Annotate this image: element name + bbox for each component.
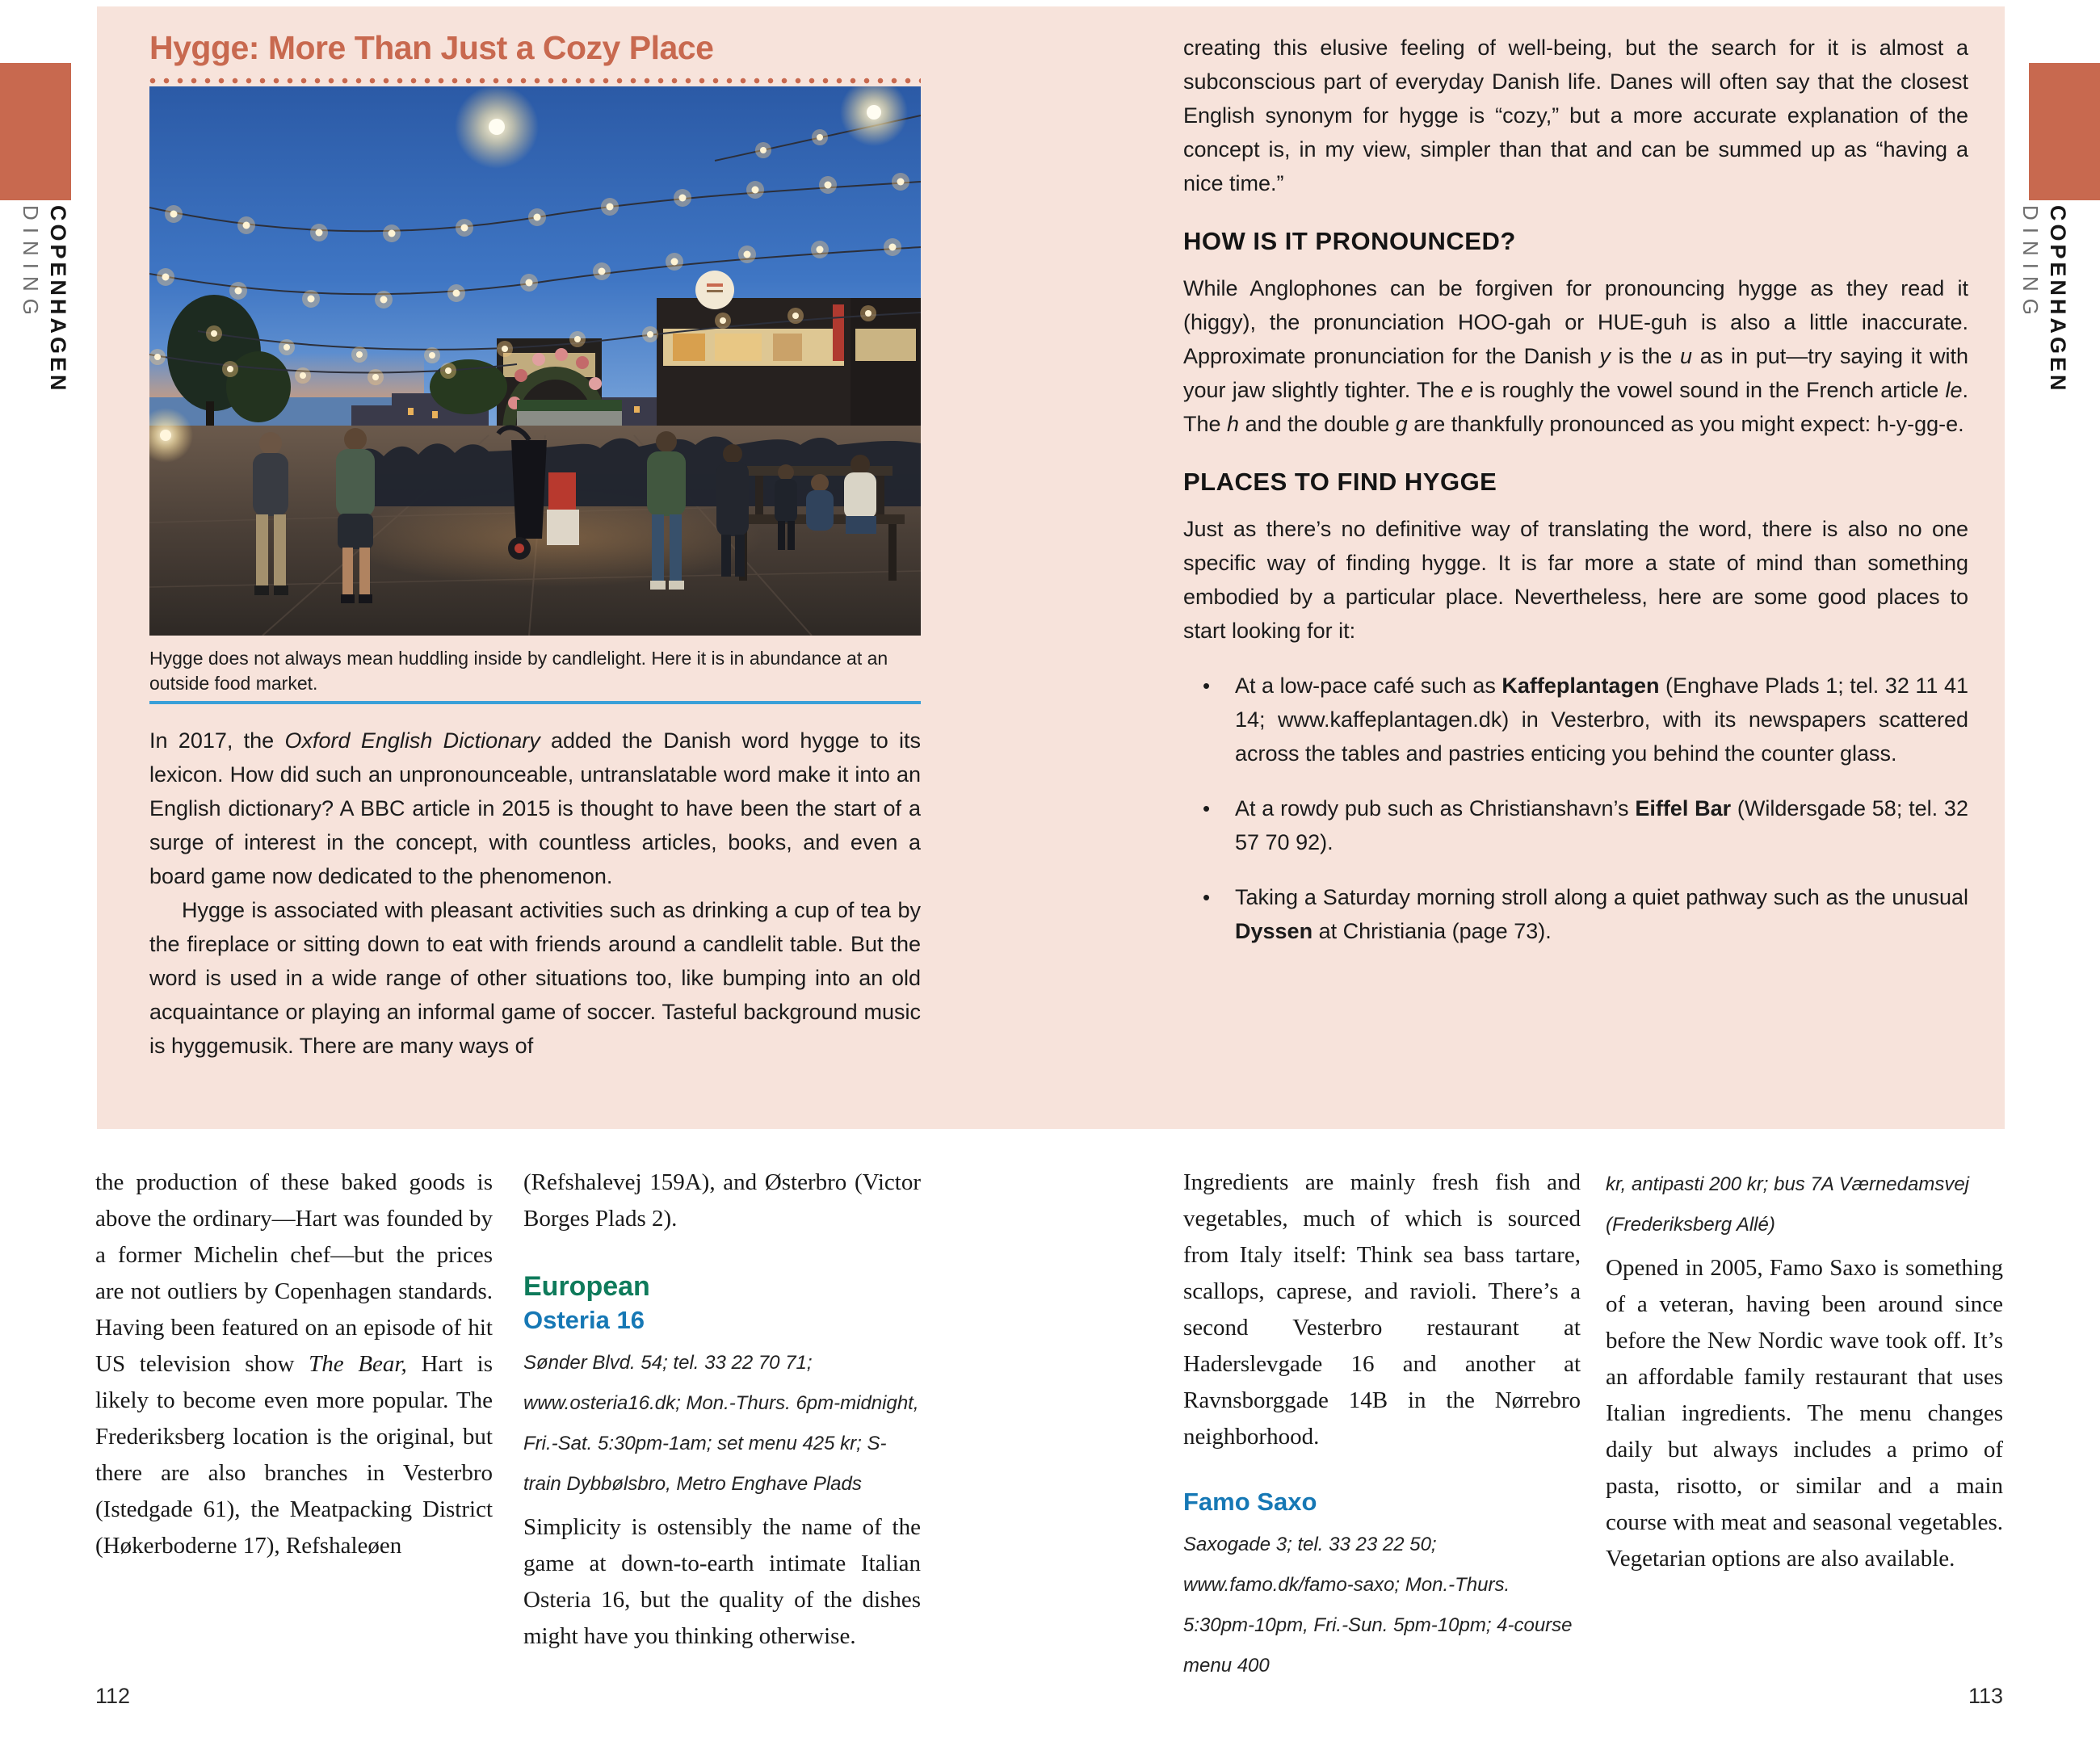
left-rail-section-label: DINING: [19, 205, 43, 322]
feature-right-column: [1183, 31, 1968, 969]
right-edge-tab: [2029, 63, 2100, 200]
feature-title: Hygge: More Than Just a Cozy Place: [149, 29, 714, 66]
food-market-photo: [149, 86, 921, 636]
intro-paragraph-2: Hygge is associated with pleasant activities such as drinking a cup of tea by the fireplace or sitting down to eat with friends around a candlelit table. But the word is used in a wide range of other situations too, like bumping into an old acquaintance or playing an informal game of soccer. Tasteful background music is hyggemusik. There are many ways of: [149, 898, 921, 1058]
list-item: • At a rowdy pub such as Christianshavn’s Eiffel Bar (Wildersgade 58; tel. 32 57 70 92).: [1183, 791, 1968, 859]
left-rail-city-label: COPENHAGEN: [46, 205, 70, 394]
left-edge-tab: [0, 63, 71, 200]
column-famo-saxo-continued: [1606, 1165, 2003, 1577]
body-paragraph: Simplicity is ostensibly the name of the game at down-to-earth intimate Italian Osteria 16, but the quality of the dishes might have you thinking otherwise.: [523, 1514, 921, 1649]
hygge-feature-box: [97, 6, 2005, 1129]
body-paragraph: Opened in 2005, Famo Saxo is something of a veteran, having been around since before the New Nordic wave took off. It’s an affordable family restaurant that uses Italian ingredients. The menu changes daily but always includes a primo of pasta, risotto, or similar and a main course with meat and seasonal vegetables. Vegetarian options are also available.: [1606, 1255, 2003, 1572]
intro-paragraph-1: In 2017, the Oxford English Dictionary added the Danish word hygge to its lexicon. How did such an unpronounceable, untranslatable word make it into an English dictionary? A BBC article in 2015 is thought to have been the start of a surge of interest in the concept, with countless articles, books, and even a board game now dedicated to the phenomenon.: [149, 728, 922, 888]
caption-rule: [149, 701, 921, 704]
lead-paragraph: creating this elusive feeling of well-being, but the search for it is almost a subconscious part of everyday Danish life. Danes will often say that the closest English synonym for hygge is “cozy,” but a more accurate explanation of the concept is, in my view, simpler than that and can be summed up as “having a nice time.”: [1183, 36, 1968, 195]
venue-heading-famo-saxo: Famo Saxo: [1183, 1488, 1317, 1516]
right-rail-city-label: COPENHAGEN: [2046, 205, 2070, 394]
list-item: • At a low-pace café such as Kaffeplantagen (Enghave Plads 1; tel. 32 11 41 14; www.kaffeplantagen.dk) in Vesterbro, with its newspapers scattered across the tables and pastries enticing you behind the counter glass.: [1183, 669, 1968, 770]
body-paragraph: Ingredients are mainly fresh fish and vegetables, much of which is sourced from Italy itself: Think sea bass tartare, scallops, caprese, and ravioli. There’s a second Vesterbro restaurant at Haderslevgade 16 and another at Ravnsborggade 14B in the Nørrebro neighborhood.: [1183, 1169, 1581, 1450]
column-famo-saxo: [1183, 1165, 1581, 1686]
list-item: • Taking a Saturday morning stroll along a quiet pathway such as the unusual Dyssen at Christiania (page 73).: [1183, 880, 1968, 948]
venue-details-osteria16: Sønder Blvd. 54; tel. 33 22 70 71; www.osteria16.dk; Mon.-Thurs. 6pm-midnight, Fri.-Sat. 5:30pm-1am; set menu 425 kr; S-train Dybbølsbro, Metro Enghave Plads: [523, 1352, 919, 1495]
section-heading-pronounced: HOW IS IT PRONOUNCED?: [1183, 227, 1516, 255]
venue-details-continued: kr, antipasti 200 kr; bus 7A Værnedamsvej (Frederiksberg Allé): [1606, 1173, 1969, 1236]
places-body: Just as there’s no definitive way of translating the word, there is also no one specific way of finding hygge. It is far more a state of mind than something embodied by a particular place. Nevertheless, here are some good places to start looking for it:: [1183, 517, 1968, 643]
places-list: [1183, 669, 1968, 948]
right-rail-section-label: DINING: [2018, 205, 2043, 322]
photo-caption: Hygge does not always mean huddling inside by candlelight. Here it is in abundance at an outside food market.: [149, 648, 888, 694]
body-paragraph: (Refshalevej 159A), and Østerbro (Victor Borges Plads 2).: [523, 1169, 921, 1232]
column-european: [523, 1165, 921, 1655]
venue-heading-osteria16: Osteria 16: [523, 1306, 645, 1334]
page-number-left: 112: [95, 1684, 131, 1708]
pronounced-body: While Anglophones can be forgiven for pronouncing hygge as they read it (higgy), the pronunciation HOO-gah or HUE-guh is also a little inaccurate. Approximate pronunciation for the Danish y is the u as in put—try saying it with your jaw slightly tighter. The e is roughly the vowel sound in the French article le. The h and the double g are thankfully pronounced as you might expect: h-y-gg-e.: [1183, 276, 1968, 436]
section-heading-places: PLACES TO FIND HYGGE: [1183, 468, 1497, 496]
page-number-right: 113: [1968, 1684, 2003, 1708]
venue-details-famo-saxo: Saxogade 3; tel. 33 23 22 50; www.famo.dk/famo-saxo; Mon.-Thurs. 5:30pm-10pm, Fri.-Sun. 5pm-10pm; 4-course menu 400: [1183, 1534, 1573, 1677]
dotted-rule: [149, 78, 921, 84]
category-heading-european: European: [523, 1271, 650, 1302]
column-hart-continued: [95, 1165, 493, 1564]
body-paragraph: the production of these baked goods is above the ordinary—Hart was founded by a former Michelin chef—but the prices are not outliers by Copenhagen standards. Having been featured on an episode of hit US television show The Bear, Hart is likely to become even more popular. The Frederiksberg location is the original, but there are also branches in Vesterbro (Istedgade 61), the Meatpacking District (Høkerboderne 17), Refshaleøen: [95, 1169, 494, 1559]
feature-intro-column: [149, 724, 921, 1063]
